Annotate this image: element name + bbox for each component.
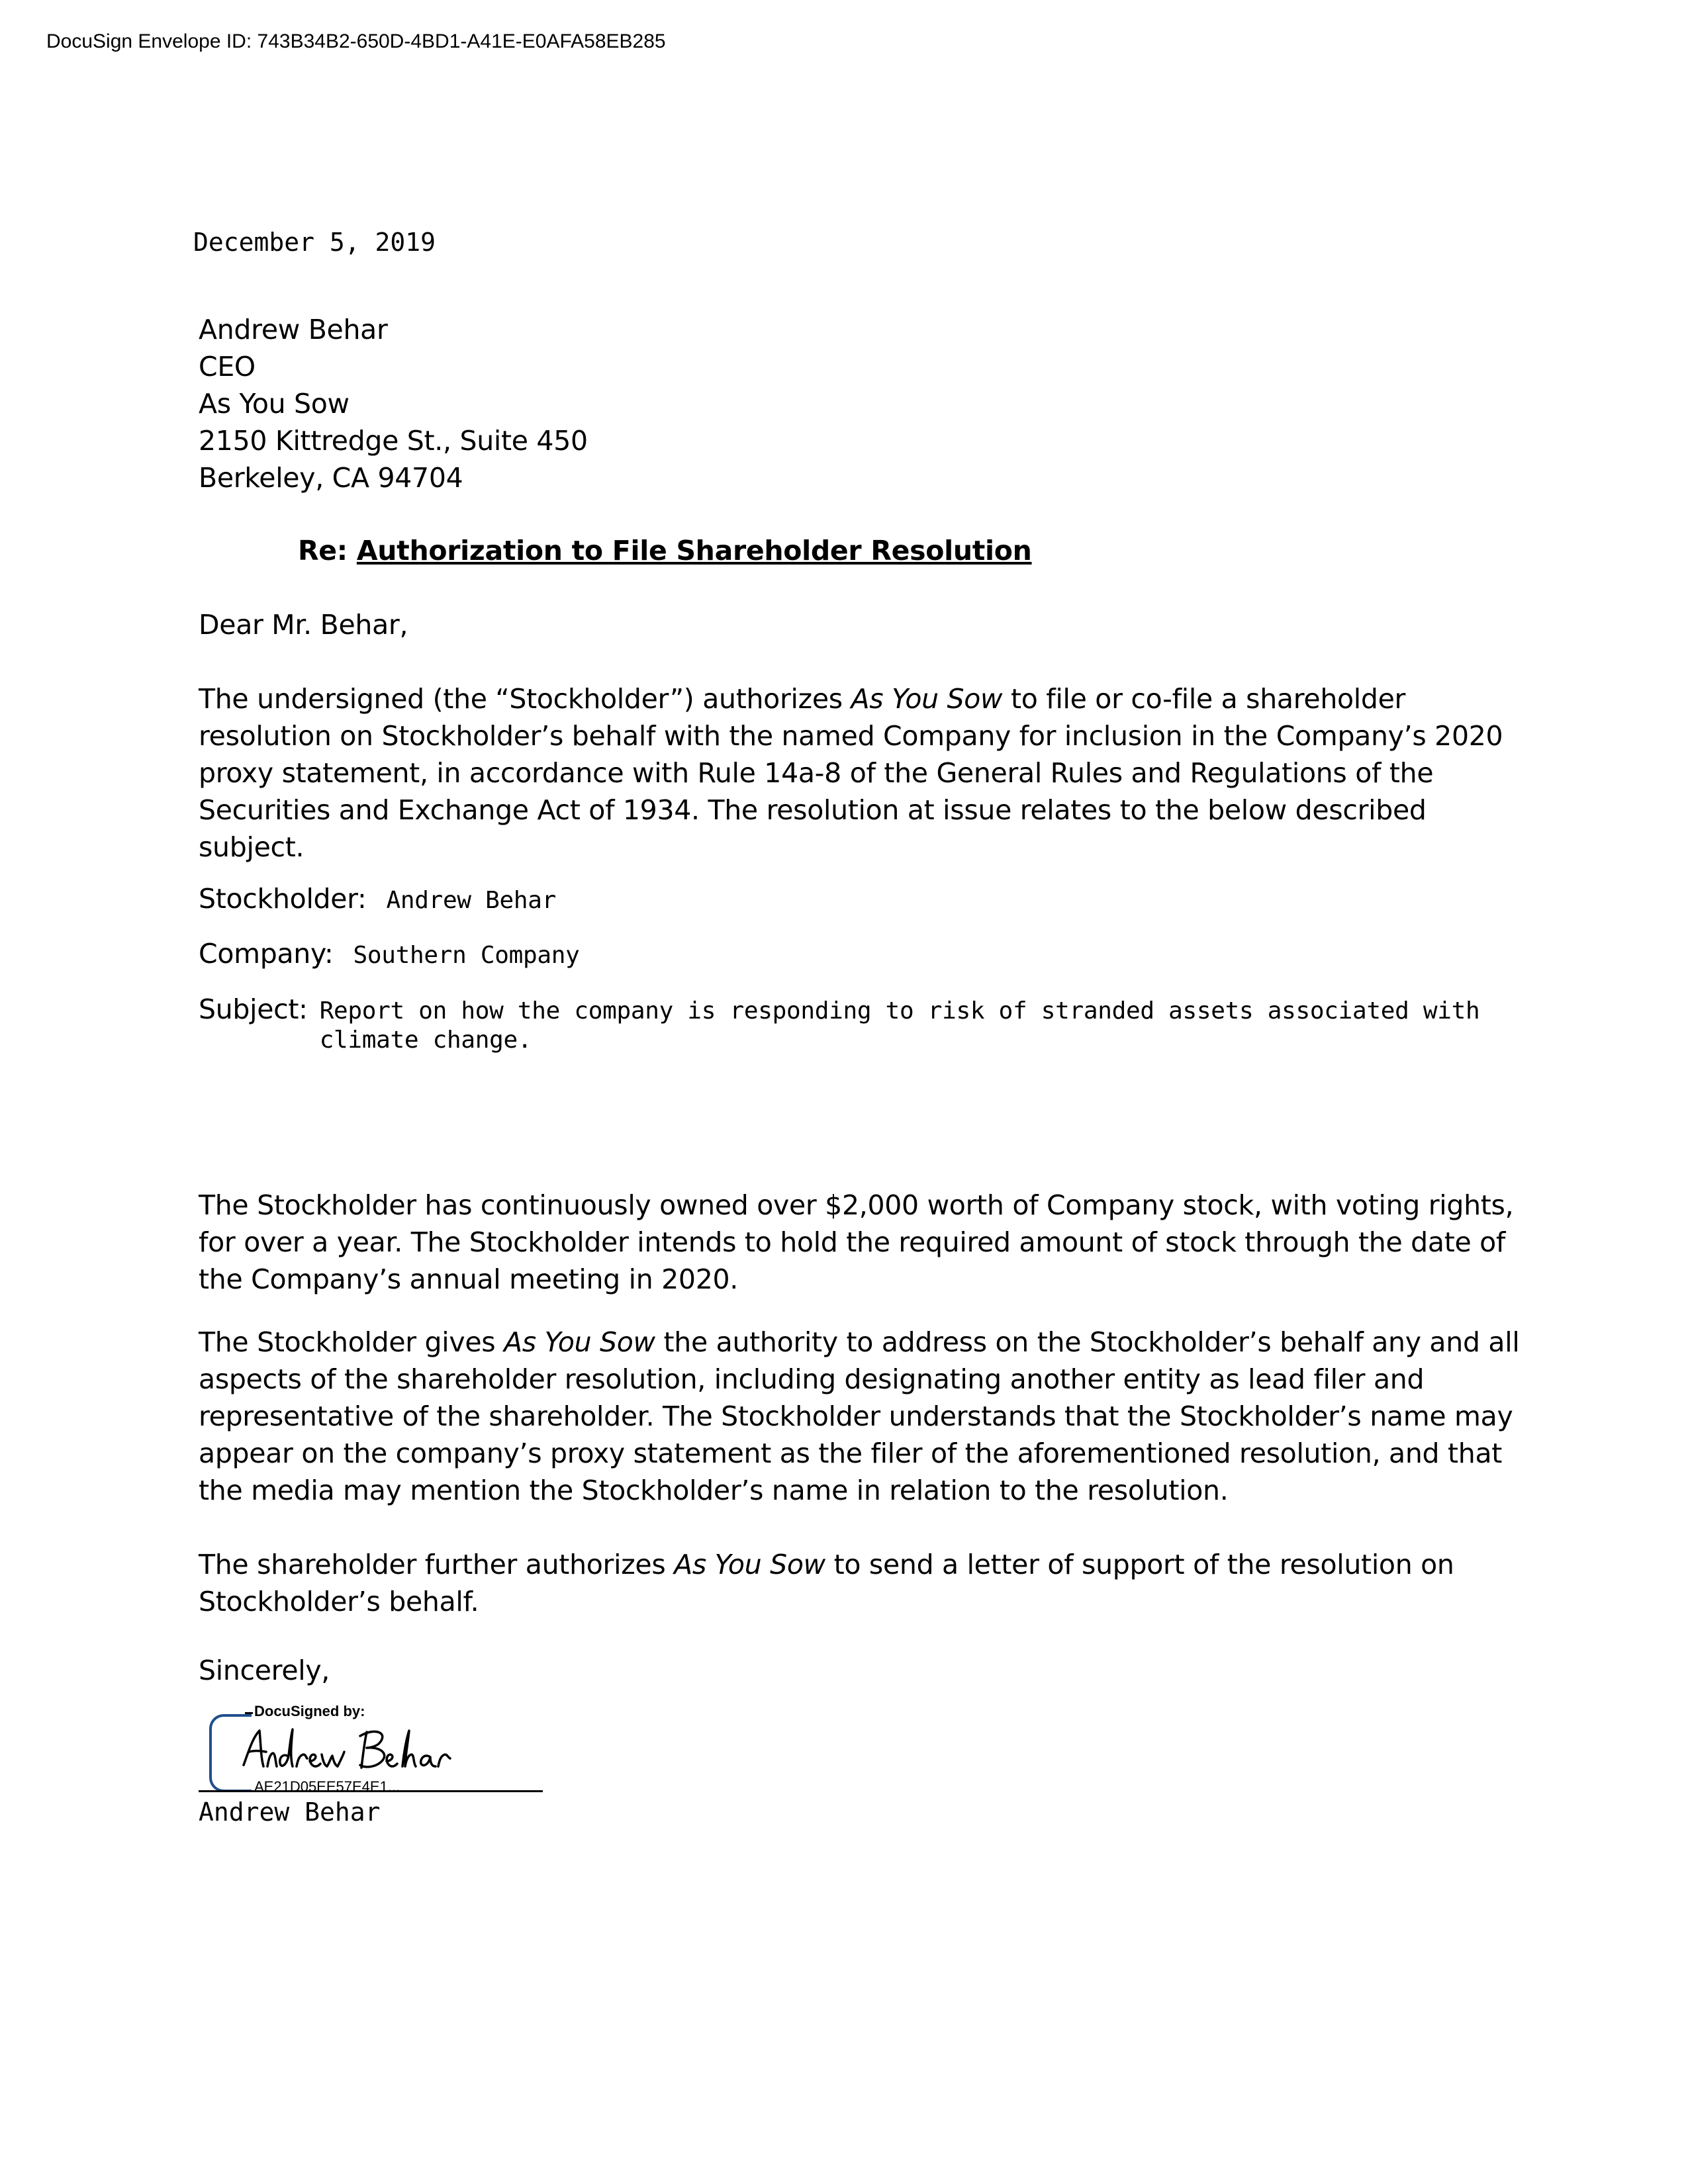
- p4-text-b: to send a letter of support of the resolution on Stockholder’s behalf.: [199, 1549, 1454, 1617]
- p4-text-a: The shareholder further authorizes: [199, 1549, 675, 1580]
- p1-text-a: The undersigned (the “Stockholder”) authorizes: [199, 683, 851, 715]
- paragraph-authorization: [199, 680, 1529, 866]
- salutation: Dear Mr. Behar,: [199, 609, 408, 641]
- company-value: Southern Company: [353, 942, 580, 969]
- paragraph-support-letter: [199, 1546, 1529, 1620]
- stockholder-field: [199, 880, 556, 917]
- subject-line: [298, 532, 1032, 569]
- subject-value: Report on how the company is responding to risk of stranded assets associated with climate change.: [319, 997, 1480, 1054]
- recipient-name: Andrew Behar: [199, 314, 388, 345]
- recipient-address: [199, 311, 588, 496]
- subject-field: [199, 991, 1511, 1055]
- re-title: Authorization to File Shareholder Resolution: [356, 535, 1032, 567]
- docusign-hash: AE21D05EE57E4E1...: [254, 1778, 400, 1795]
- recipient-street: 2150 Kittredge St., Suite 450: [199, 425, 588, 457]
- envelope-id: DocuSign Envelope ID: 743B34B2-650D-4BD1-A41E-E0AFA58EB285: [46, 30, 666, 52]
- p3-org-name: As You Sow: [504, 1326, 655, 1358]
- printed-signer-name: Andrew Behar: [199, 1797, 381, 1827]
- recipient-organization: As You Sow: [199, 388, 350, 420]
- p4-org-name: As You Sow: [674, 1549, 825, 1580]
- recipient-title: CEO: [199, 351, 256, 383]
- p1-org-name: As You Sow: [851, 683, 1003, 715]
- handwritten-signature: [237, 1724, 489, 1777]
- closing: Sincerely,: [199, 1655, 330, 1686]
- p3-text-b: the authority to address on the Stockholder’s behalf any and all aspects of the shareholder resolution, including designating another entity as lead filer and representative of the shareholder. The Stockholder understands that the Stockholder’s name may appear on the company’s proxy statement as the filer of the aforementioned resolution, and that the media may mention the Stockholder’s name in relation to the resolution.: [199, 1326, 1520, 1506]
- company-field: [199, 935, 579, 972]
- subject-label: Subject:: [199, 993, 308, 1025]
- re-prefix: Re:: [298, 535, 348, 567]
- company-label: Company:: [199, 938, 334, 970]
- stockholder-label: Stockholder:: [199, 883, 367, 915]
- recipient-city: Berkeley, CA 94704: [199, 462, 463, 494]
- docusign-top-rule: [245, 1712, 253, 1714]
- paragraph-ownership: The Stockholder has continuously owned over $2,000 worth of Company stock, with voting rights, for over a year. The Stockholder intends to hold the required amount of stock through the date of the Company’s annual meeting in 2020.: [199, 1189, 1514, 1295]
- signature-line: [199, 1790, 543, 1792]
- p3-text-a: The Stockholder gives: [199, 1326, 504, 1358]
- stockholder-value: Andrew Behar: [386, 887, 557, 914]
- p1-text-b: to file or co-file a shareholder resolution on Stockholder’s behalf with the named Company for inclusion in the Company’s 2020 proxy statement, in accordance with Rule 14a-8 of the General Rules and Regulations of the Securities and Exchange Act of 1934. The resolution at issue relates to the below described subject.: [199, 683, 1503, 863]
- letter-date: December 5, 2019: [193, 228, 436, 257]
- docusigned-by-label: DocuSigned by:: [254, 1703, 365, 1719]
- paragraph-authority: [199, 1324, 1529, 1509]
- docusign-signature-block: [199, 1698, 556, 1803]
